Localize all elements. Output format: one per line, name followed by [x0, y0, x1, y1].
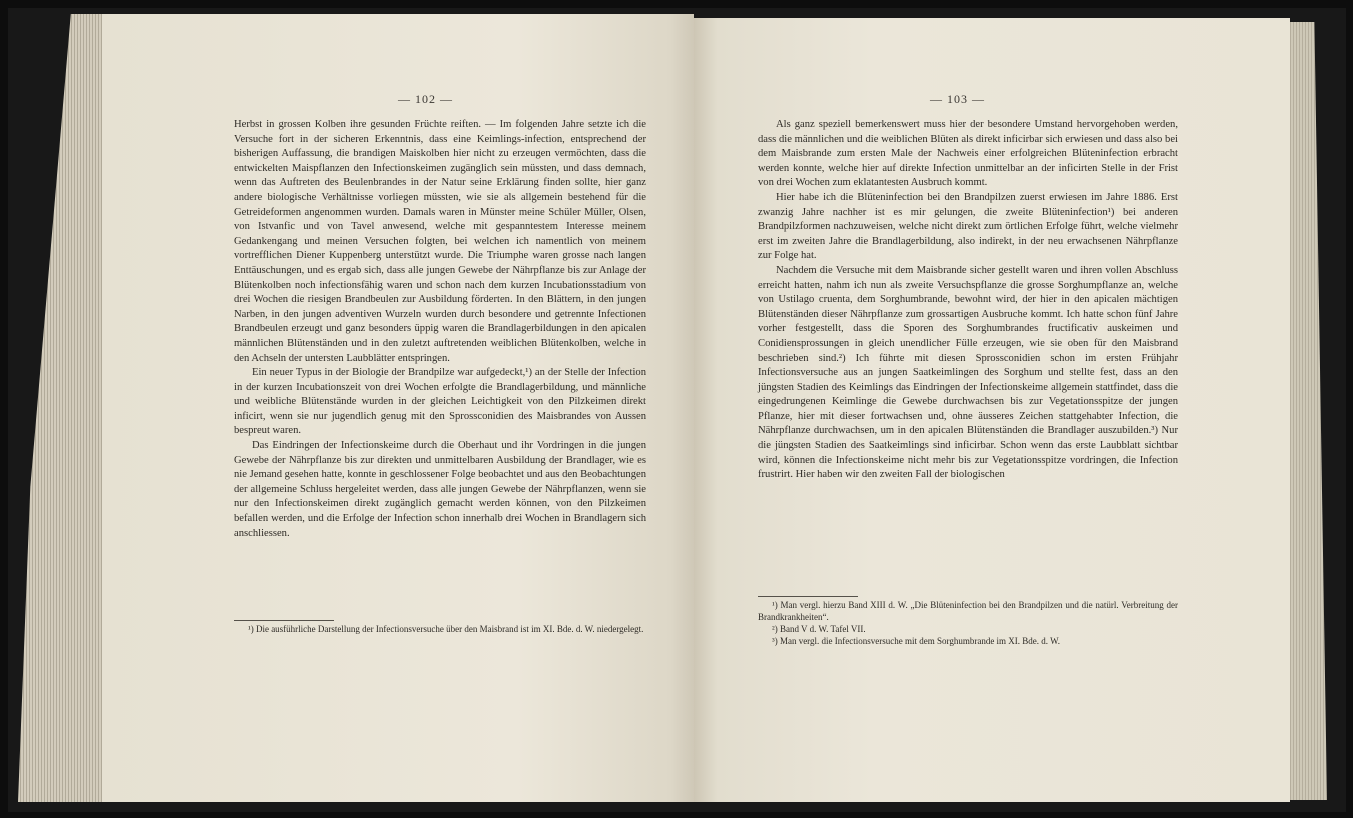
right-footnote-2: ²) Band V d. W. Tafel VII. — [772, 624, 866, 634]
left-page-body — [234, 118, 646, 541]
right-paragraph-2: Hier habe ich die Blüteninfection bei den Brandpilzen zuerst erwiesen im Jahre 1886. Erst zwanzig Jahre nachher ist es mir gelungen, die zweite Blüteninfection¹) bei anderen Brandpilzformen nachzuweisen, welche nicht direkt zum örtlichen Erfolge führt, welche vielmehr erst im zweiten Jahre die Brandlagerbildung, also indirekt, in der neu erwachsenen Nährpflanze zur Folge hat. — [758, 191, 1178, 262]
left-page — [102, 14, 694, 802]
right-footnote-1: ¹) Man vergl. hierzu Band XIII d. W. „Die Blüteninfection bei den Brandpilzen und die natürl. Verbreitung der Brandkrankheiten“. — [758, 600, 1178, 622]
right-page — [694, 18, 1290, 802]
right-paragraph-3: Nachdem die Versuche mit dem Maisbrande sicher gestellt waren und ihren vollen Abschluss erreicht hatten, nahm ich nun als zweite Versuchspflanze die grosse Sorghumpflanze an, welche von Ustilago cruenta, dem Sorghumbrande, bewohnt wird, der hier in den apicalen mächtigen Blütenständen dieser Nährpflanze zum grossartigen Ausbruche kommt. Ich hatte schon fünf Jahre vorher festgestellt, dass die Sporen des Sorghumbrandes fructificativ auskeimen und Conidiensprossungen in gleich unendlicher Fülle erzeugen, wie sie oben für den Maisbrand beschrieben sind.²) Ich führte mit diesen Sprossconidien schon im ersten Frühjahr Infectionsversuche aus an jungen Saatkeimlingen des Sorghum und stellte fest, dass an den jüngsten Stadien des Keimlings das Eindringen der Infectionskeime allgemein stattfindet, dass die eingedrungenen Keimlinge die Gewebe durchwachsen bis zur Vegetationsspitze der jungen Pflanze, hier mit dieser fortwachsen und, ohne äusseres Zeichen stattgehabter Infection, die Nährpflanze durchwachsen, um in den apicalen Blütenständen die Brandlager auszubilden.³) Nur die jüngsten Stadien des Saatkeimlings sind inficirbar. Schon wenn das erste Laubblatt sichtbar wird, können die Infectionskeime nicht mehr bis zur Vegetationsspitze vordringen, die Infection frustrirt. Hier haben wir den zweiten Fall der biologischen — [758, 264, 1178, 481]
right-footnote-3: ³) Man vergl. die Infectionsversuche mit dem Sorghumbrande im XI. Bde. d. W. — [772, 636, 1061, 646]
left-paragraph-2: Ein neuer Typus in der Biologie der Brandpilze war aufgedeckt,¹) an der Stelle der Infection in der kurzen Incubationszeit von drei Wochen erfolgte die Brandlagerbildung, und männliche und weibliche Blütenstände wurden in der gleichen Leichtigkeit von den Pilzkeimen direkt inficirt, wenn sie nur jugendlich genug mit den Sprossconidien des Maisbrandes von Aussen bespreut waren. — [234, 367, 646, 437]
right-footnote-rule — [758, 596, 858, 597]
left-paragraph-3: Das Eindringen der Infectionskeime durch die Oberhaut und ihr Vordringen in die jungen Gewebe der Nährpflanze bis zur direkten und unmittelbaren Ausbildung der Brandlager, wie es nie Jemand gesehen hatte, konnte in geschlossener Folge beobachtet und aus den Beobachtungen der allgemeine Schluss hergeleitet werden, dass alle jungen Gewebe der Nährpflanzen, wenn sie nur den Infectionskeimen direkt zugänglich gemacht werden können, von den Pilzkeimen befallen werden, und die Erfolge der Infection schon innerhalb drei Wochen in Brandlagern sich anschliessen. — [234, 440, 646, 539]
right-footnotes — [758, 599, 1178, 647]
left-paragraph-1: Herbst in grossen Kolben ihre gesunden Früchte reiften. — Im folgenden Jahre setzte ich die Versuche fort in der sicheren Erkenntnis, dass eine Keimlings-infection, entsprechend der bisherigen Auffassung, die brandigen Maiskolben hier nicht zu erzeugen vermöchten, dass die entwickelten Maispflanzen den Infectionskeimen zugänglich sein müssten, und dass demnach, wenn das Auftreten des Beulenbrandes in der Natur seine Erklärung finden sollte, hier ganz andere biologische Verhältnisse vorliegen müssten, wie sie als allgemein bestehend für die Getreideformen angenommen wurden. Damals waren in Münster meine Schüler Müller, Olsen, von Istvanfic und von Tavel anwesend, welche mit gespanntestem Interesse meinem Gedankengang und meinen Versuchen folgten, bei welchen ich namentlich von meinem vortrefflichen Diener Kuppenberg unterstützt wurde. Die Triumphe waren grosse nach langen Enttäuschungen, und es ergab sich, dass alle jungen Gewebe der Nährpflanze bis zur Anlage der Blütenkolben noch infectionsfähig waren und schon nach dem kurzen Incubationsstadium von drei Wochen die riesigen Brandbeulen zur Ausbildung förderten. In den Blättern, in den jungen Narben, in den jungen adventiven Wurzeln wurden durch besondere und getrennte Infectionen Brandbeulen erzeugt und ganz besonders üppig waren die Brandlagerbildungen in den apicalen männlichen Blütenständen und in den zuletzt auftretenden weiblichen Blütenkolben, welche in den Achseln der untersten Laubblätter entspringen. — [234, 119, 646, 364]
right-page-number: — 103 — — [930, 92, 985, 106]
right-paragraph-1: Als ganz speziell bemerkenswert muss hier der besondere Umstand hervorgehoben werden, dass die männlichen und die weiblichen Blüten als direkt inficirbar sich erwiesen und dass also bei dem Maisbrande zum ersten Male der Nachweis einer erfolgreichen Blüteninfection erbracht werden konnte, welche hier auf direkte Infection unmittelbar an der inficirten Stelle in der Frist von drei Wochen zum eklatantesten Ausbruch kommt. — [758, 119, 1178, 189]
left-footnotes — [234, 623, 646, 635]
left-page-number: — 102 — — [398, 92, 453, 106]
left-footnote-1: ¹) Die ausführliche Darstellung der Infectionsversuche über den Maisbrand ist im XI. Bde. d. W. niedergelegt. — [248, 624, 644, 634]
left-footnote-rule — [234, 620, 334, 621]
right-page-body — [758, 118, 1178, 483]
